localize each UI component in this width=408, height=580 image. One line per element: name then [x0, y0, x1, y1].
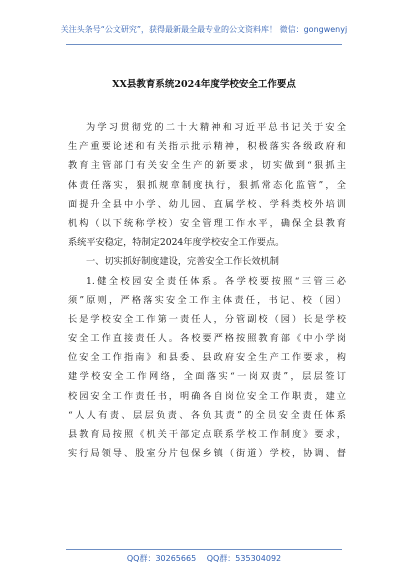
body-line: 生产重要论述和有关指示批示精神，积极落实各级政府和 — [68, 141, 346, 153]
body-line: 县教育局按照《机关干部定点联系学校工作制度》要求， — [68, 429, 346, 440]
body-line: 面提升全县中小学、幼儿园、直属学校、学科类校外培训 — [68, 198, 346, 210]
body-line: 为学习贯彻党的二十大精神和习近平总书记关于安全 — [86, 122, 346, 133]
footer-qq-group-1: QQ群：30265665 — [126, 554, 197, 563]
body-line: 1.健全校园安全责任体系。各学校要按照“三管三必 — [86, 275, 346, 287]
footer-qq-group-2: QQ群：535304092 — [206, 554, 282, 563]
document-title: XX县教育系统2024年度学校安全工作要点 — [112, 79, 296, 90]
body-line: 系统平安稳定，特制定2024年度学校安全工作要点。 — [68, 237, 285, 249]
body-line: 教育主管部门有关安全生产的新要求，切实做到“狠抓主 — [68, 160, 346, 172]
footer-contact — [0, 553, 408, 564]
body-line: 须”原则，严格落实安全工作主体责任，书记、校（园） — [68, 294, 346, 306]
body-line: 位安全工作指南》和县委、县政府安全生产工作要求，构 — [68, 352, 346, 364]
header-divider — [66, 44, 342, 45]
body-line: “人人有责、层层负责、各负其责”的全员安全责任体系 — [68, 409, 346, 421]
body-line: 长是学校安全工作第一责任人，分管副校（园）长是学校 — [68, 313, 346, 325]
body-line: 安全工作直接责任人。各校要严格按照教育部《中小学岗 — [68, 333, 346, 345]
header-banner: 关注头条号“公文研究”，获得最新最全最专业的公文资料库！ 微信：gongwenyj — [60, 25, 348, 34]
body-line: 体责任落实，狠抓规章制度执行，狠抓常态化监管”，全 — [68, 179, 346, 191]
document-body — [68, 118, 346, 463]
section-heading: 一、切实抓好制度建设，完善安全工作长效机制 — [86, 256, 279, 268]
body-line: 实行局领导、股室分片包保乡镇（街道）学校，协调、督 — [68, 448, 346, 460]
body-line: 校园安全工作责任书，明确各自岗位安全工作职责，建立 — [68, 390, 346, 402]
footer-divider — [66, 549, 342, 550]
body-line: 机构（以下统称学校）安全管理工作水平，确保全县教育 — [68, 217, 346, 229]
body-line: 建学校安全工作网络，全面落实“一岗双责”，层层签订 — [68, 371, 346, 383]
